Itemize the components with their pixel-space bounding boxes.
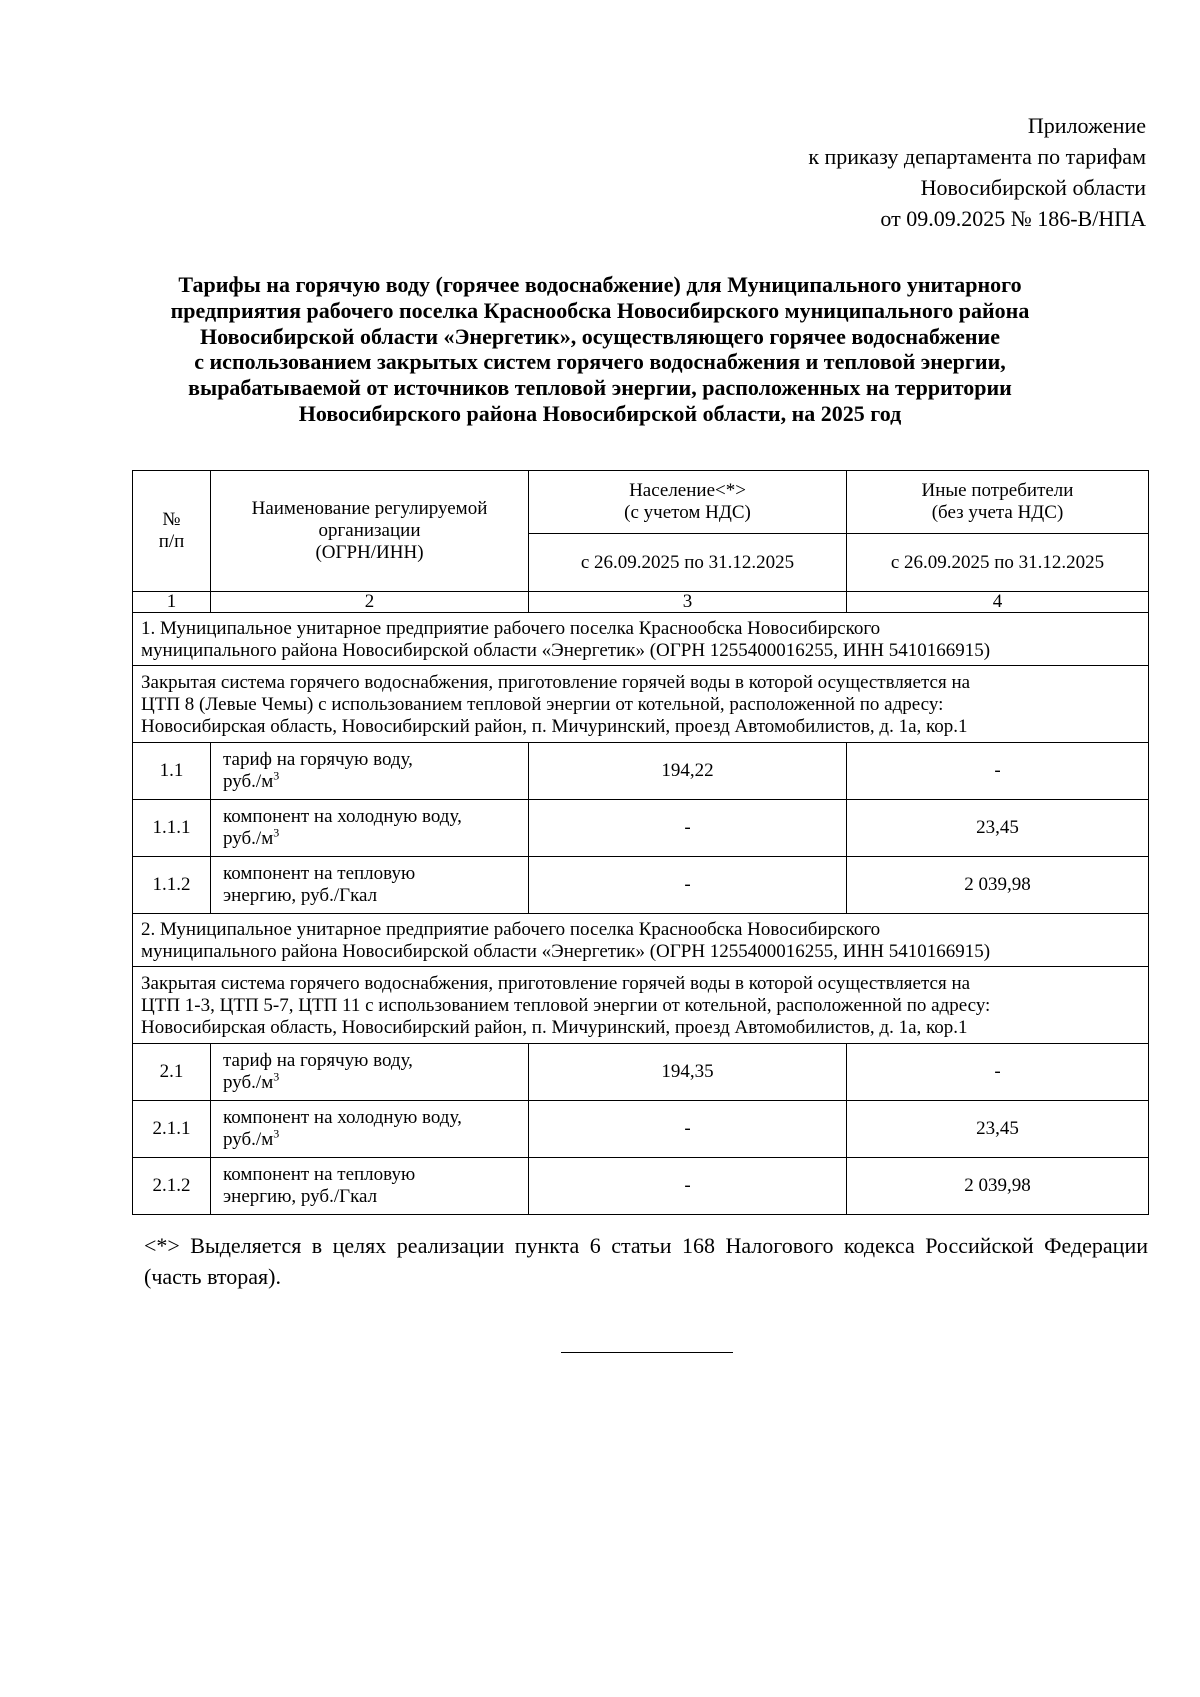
row-number: 1.1.2 [133,857,211,914]
row-name-line [223,1186,528,1208]
header-population-label: Население<*> [629,480,746,501]
row-population-value: - [529,857,847,914]
header-number-cell [133,471,211,592]
column-number: 1 [133,592,211,613]
section-organization-row [133,613,1149,666]
row-name-sup: 3 [273,825,280,840]
column-number: 4 [847,592,1149,613]
row-name-unit: руб./м [223,771,274,792]
row-name [211,1044,529,1101]
row-name-unit: руб./м [223,828,274,849]
header-org-line: организации [318,520,421,541]
table-row [133,1044,1149,1101]
row-other-value: 2 039,98 [847,1158,1149,1215]
row-name-line: тариф на горячую воду, [223,749,413,770]
header-other-vat: (без учета НДС) [931,502,1064,523]
tariffs-table [132,470,1149,1215]
header-other-period: с 26.09.2025 по 31.12.2025 [847,534,1149,592]
section-organization [133,613,1149,666]
row-name-sup: 3 [273,1069,280,1084]
row-name-line [223,885,528,907]
title-line: Новосибирской области «Энергетик», осуществляющего горячее водоснабжение [200,323,1000,349]
row-name-line: компонент на холодную воду, [223,806,462,827]
title-line: с использованием закрытых систем горячего водоснабжения и тепловой энергии, [194,349,1006,375]
section-organization [133,914,1149,967]
table-row [133,1101,1149,1158]
appendix-line: к приказу департамента по тарифам [808,144,1146,169]
row-population-value: - [529,1158,847,1215]
row-name [211,800,529,857]
row-name [211,1158,529,1215]
title-line: вырабатываемой от источников тепловой энергии, расположенных на территории [188,375,1012,401]
section-org-line: 2. Муниципальное унитарное предприятие рабочего поселка Краснообска Новосибирского [141,919,881,940]
row-name-unit: энергию, руб./Гкал [223,885,378,906]
row-other-value: 23,45 [847,1101,1149,1158]
column-number-row [133,592,1149,613]
header-organization-cell [211,471,529,592]
section-org-line: 1. Муниципальное унитарное предприятие рабочего поселка Краснообска Новосибирского [141,618,881,639]
header-number-sublabel: п/п [158,531,185,552]
row-name-sup: 3 [273,768,280,783]
appendix-header [808,110,1146,234]
section-system-row [133,666,1149,743]
row-name-line: компонент на холодную воду, [223,1107,462,1128]
row-name-line [223,1069,528,1094]
appendix-date-number: от 09.09.2025 № 186-В/НПА [880,206,1146,231]
header-org-line: (ОГРН/ИНН) [315,542,424,563]
header-population-cell [529,471,847,534]
header-population-vat: (с учетом НДС) [624,502,751,523]
section-system-row [133,967,1149,1044]
system-line: Закрытая система горячего водоснабжения, приготовление горячей воды в которой осуществляется на [141,672,971,693]
appendix-line: Новосибирской области [920,175,1146,200]
section-system-description [133,967,1149,1044]
row-name-line [223,1126,528,1151]
row-number: 2.1 [133,1044,211,1101]
section-organization-row [133,914,1149,967]
row-number: 2.1.1 [133,1101,211,1158]
section-org-line: муниципального района Новосибирской области «Энергетик» (ОГРН 1255400016255, ИНН 5410166915) [141,640,991,661]
section-org-line: муниципального района Новосибирской области «Энергетик» (ОГРН 1255400016255, ИНН 5410166915) [141,941,991,962]
row-population-value: 194,35 [529,1044,847,1101]
system-line: ЦТП 1-3, ЦТП 5-7, ЦТП 11 с использованием тепловой энергии от котельной, расположенной по адресу: [141,995,991,1016]
row-name-line: компонент на тепловую [223,1164,416,1185]
row-other-value: 2 039,98 [847,857,1149,914]
title-line: Тарифы на горячую воду (горячее водоснабжение) для Муниципального унитарного [178,272,1022,297]
row-name-unit: руб./м [223,1129,274,1150]
system-line: Закрытая система горячего водоснабжения, приготовление горячей воды в которой осуществляется на [141,973,971,994]
title-line: Новосибирского района Новосибирской области, на 2025 год [298,400,902,426]
row-number: 1.1.1 [133,800,211,857]
system-line: ЦТП 8 (Левые Чемы) с использованием тепловой энергии от котельной, расположенной по адресу: [141,694,944,715]
column-number: 3 [529,592,847,613]
row-name-line [223,825,528,850]
table-row [133,800,1149,857]
row-name-line: тариф на горячую воду, [223,1050,413,1071]
row-population-value: - [529,1101,847,1158]
header-population-period: с 26.09.2025 по 31.12.2025 [529,534,847,592]
row-name-line [223,768,528,793]
system-line: Новосибирская область, Новосибирский район, п. Мичуринский, проезд Автомобилистов, д. 1а, кор.1 [141,1017,968,1038]
table-header-row [133,471,1149,534]
document-title [132,272,1068,427]
system-line: Новосибирская область, Новосибирский район, п. Мичуринский, проезд Автомобилистов, д. 1а, кор.1 [141,716,968,737]
table-row [133,1158,1149,1215]
row-other-value: - [847,743,1149,800]
title-line: предприятия рабочего поселка Краснообска Новосибирского муниципального района [170,297,1030,323]
row-number: 2.1.2 [133,1158,211,1215]
table-row [133,743,1149,800]
header-number-label: № [162,509,181,530]
row-name [211,857,529,914]
table-row [133,857,1149,914]
row-population-value: 194,22 [529,743,847,800]
header-org-line: Наименование регулируемой [251,498,488,519]
section-system-description [133,666,1149,743]
header-other-consumers-cell [847,471,1149,534]
row-name [211,743,529,800]
row-other-value: 23,45 [847,800,1149,857]
row-name-sup: 3 [273,1126,280,1141]
appendix-line: Приложение [1027,113,1146,138]
row-name-unit: энергию, руб./Гкал [223,1186,378,1207]
row-number: 1.1 [133,743,211,800]
footnote: <*> Выделяется в целях реализации пункта 6 статьи 168 Налогового кодекса Российской Федерации (часть вторая). [144,1233,1148,1289]
row-population-value: - [529,800,847,857]
row-name-unit: руб./м [223,1072,274,1093]
row-name-line: компонент на тепловую [223,863,416,884]
header-other-label: Иные потребители [921,480,1074,501]
column-number: 2 [211,592,529,613]
row-other-value: - [847,1044,1149,1101]
end-separator-line [561,1352,733,1353]
row-name [211,1101,529,1158]
